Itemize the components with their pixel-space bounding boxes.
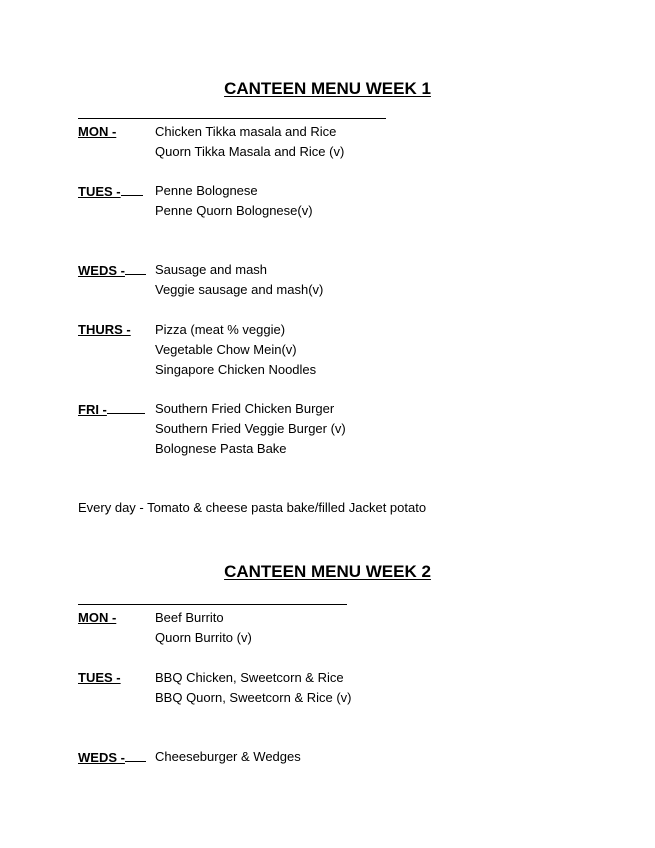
week2-tues-items bbox=[155, 668, 352, 708]
menu-item: Beef Burrito bbox=[155, 610, 224, 625]
week1-tues-items bbox=[155, 181, 313, 221]
menu-item: Veggie sausage and mash(v) bbox=[155, 282, 324, 297]
every-day-note: Every day - Tomato & cheese pasta bake/filled Jacket potato bbox=[78, 500, 427, 515]
week1-day-tues: TUES - bbox=[78, 181, 143, 202]
menu-item: Bolognese Pasta Bake bbox=[155, 441, 287, 456]
menu-item: Quorn Tikka Masala and Rice (v) bbox=[155, 144, 345, 159]
menu-item: BBQ Chicken, Sweetcorn & Rice bbox=[155, 670, 344, 685]
week1-day-thurs: THURS - bbox=[78, 322, 131, 337]
week2-mon-items bbox=[155, 608, 252, 648]
week1-day-weds: WEDS - bbox=[78, 260, 146, 281]
week1-weds-items bbox=[155, 260, 323, 300]
menu-item: Vegetable Chow Mein(v) bbox=[155, 342, 297, 357]
week2-day-mon: MON - bbox=[78, 610, 117, 625]
menu-item: Sausage and mash bbox=[155, 262, 268, 277]
menu-item: Pizza (meat % veggie) bbox=[155, 322, 286, 337]
week2-divider bbox=[78, 604, 347, 605]
week1-fri-items bbox=[155, 399, 346, 459]
week2-title: CANTEEN MENU WEEK 2 bbox=[224, 562, 431, 581]
week2-day-weds: WEDS - bbox=[78, 747, 146, 768]
week1-day-fri: FRI - bbox=[78, 399, 145, 420]
menu-item: Penne Bolognese bbox=[155, 183, 258, 198]
week2-day-tues: TUES - bbox=[78, 670, 121, 685]
menu-item: BBQ Quorn, Sweetcorn & Rice (v) bbox=[155, 690, 352, 705]
menu-item: Southern Fried Chicken Burger bbox=[155, 401, 335, 416]
week1-day-mon: MON - bbox=[78, 124, 117, 139]
menu-item: Singapore Chicken Noodles bbox=[155, 362, 317, 377]
week2-weds-items bbox=[155, 747, 301, 767]
menu-item: Penne Quorn Bolognese(v) bbox=[155, 203, 313, 218]
menu-item: Chicken Tikka masala and Rice bbox=[155, 124, 337, 139]
menu-item: Cheeseburger & Wedges bbox=[155, 749, 301, 764]
menu-item: Southern Fried Veggie Burger (v) bbox=[155, 421, 346, 436]
week1-mon-items bbox=[155, 122, 344, 162]
week1-title: CANTEEN MENU WEEK 1 bbox=[224, 79, 431, 98]
week1-divider bbox=[78, 118, 386, 119]
menu-item: Quorn Burrito (v) bbox=[155, 630, 252, 645]
week1-thurs-items bbox=[155, 320, 316, 380]
